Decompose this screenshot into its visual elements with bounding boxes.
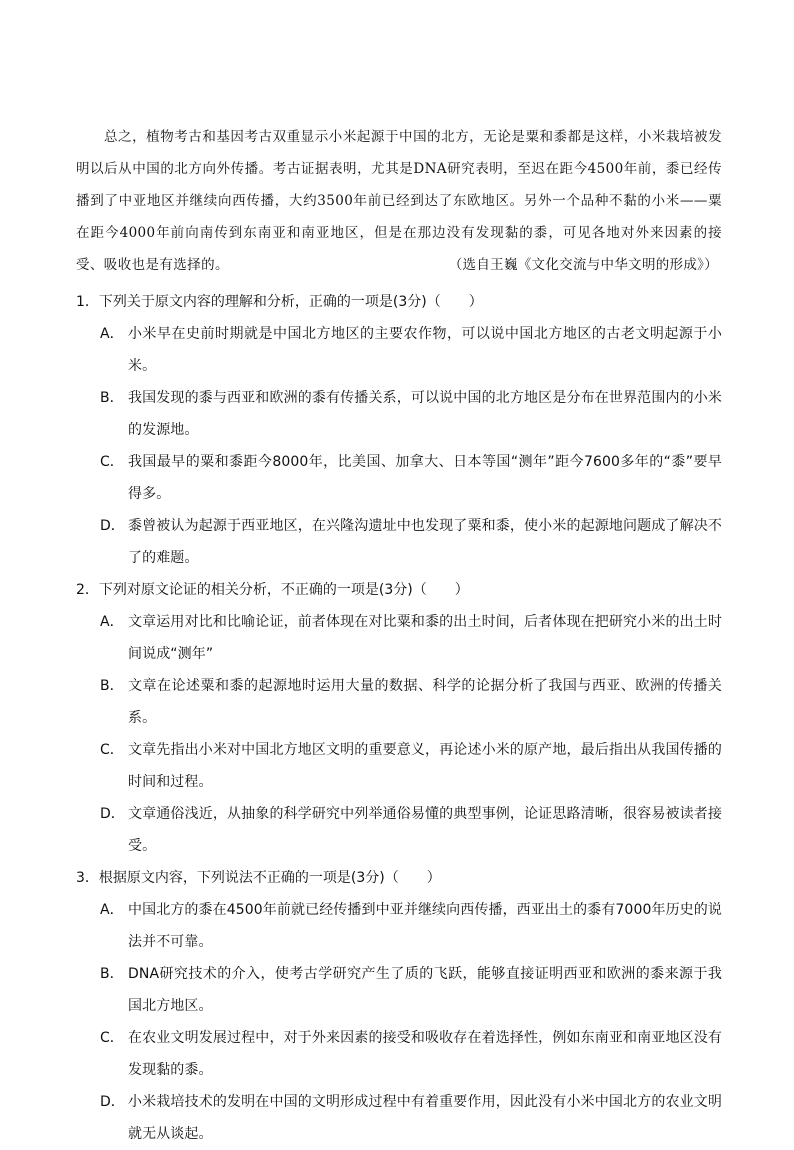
option-text: 黍曾被认为起源于西亚地区，在兴隆沟遗址中也发现了粟和黍，使小米的起源地问题成了解决不了的难题。: [128, 518, 722, 566]
option-c: [76, 1022, 722, 1086]
option-a: [76, 894, 722, 958]
option-text: DNA研究技术的介入，使考古学研究产生了质的飞跃，能够直接证明西亚和欧洲的黍来源于我国北方地区。: [128, 966, 722, 1014]
option-letter: D．: [100, 518, 125, 534]
question-stem: 3．根据原文内容，下列说法不正确的一项是(3分)（ ）: [76, 870, 441, 886]
option-text: 中国北方的黍在4500年前就已经传播到中亚并继续向西传播，西亚出土的黍有7000年历史的说法并不可靠。: [128, 902, 722, 950]
option-d: [76, 510, 722, 574]
option-letter: B．: [100, 390, 124, 406]
option-letter: D．: [100, 806, 125, 822]
option-text: 小米早在史前时期就是中国北方地区的主要农作物，可以说中国北方地区的古老文明起源于小米。: [128, 326, 722, 374]
option-b: [76, 958, 722, 1022]
option-letter: A．: [100, 902, 124, 918]
option-text: 文章通俗浅近，从抽象的科学研究中列举通俗易懂的典型事例，论证思路清晰，很容易被读者接受。: [128, 806, 722, 854]
option-b: [76, 382, 722, 446]
question-1: [76, 286, 722, 574]
option-letter: C．: [100, 454, 124, 470]
option-letter: A．: [100, 326, 124, 342]
option-text: 我国发现的黍与西亚和欧洲的黍有传播关系，可以说中国的北方地区是分布在世界范围内的小米的发源地。: [128, 390, 722, 438]
option-letter: C．: [100, 742, 124, 758]
option-letter: B．: [100, 966, 124, 982]
option-letter: D．: [100, 1094, 125, 1110]
option-letter: C．: [100, 1030, 124, 1046]
option-d: [76, 1086, 722, 1150]
question-stem: 2．下列对原文论证的相关分析，不正确的一项是(3分)（ ）: [76, 582, 469, 598]
passage-paragraph: 总之，植物考古和基因考古双重显示小米起源于中国的北方，无论是粟和黍都是这样，小米栽培被发明以后从中国的北方向外传播。考古证据表明，尤其是DNA研究表明，至迟在距今4500年前，黍已经传播到了中亚地区并继续向西传播，大约3500年前已经到达了东欧地区。另外一个品种不黏的小米——粟在距今4000年前向南传到东南亚和南亚地区，但是在那边没有发现黏的黍，可见各地对外来因素的接受、吸收也是有选择的。: [76, 129, 722, 273]
option-d: [76, 798, 722, 862]
option-letter: B．: [100, 678, 124, 694]
passage-source: （选自王巍《文化交流与中华文明的形成》）: [448, 257, 718, 273]
option-text: 在农业文明发展过程中，对于外来因素的接受和吸收存在着选择性，例如东南亚和南亚地区没有发现黏的黍。: [128, 1030, 722, 1078]
option-text: 文章在论述粟和黍的起源地时运用大量的数据、科学的论据分析了我国与西亚、欧洲的传播关系。: [128, 678, 722, 726]
option-a: [76, 318, 722, 382]
option-text: 文章运用对比和比喻论证，前者体现在对比粟和黍的出土时间，后者体现在把研究小米的出土时间说成“测年”: [128, 614, 722, 662]
option-a: [76, 606, 722, 670]
question-3: [76, 862, 722, 1150]
question-stem: 1．下列关于原文内容的理解和分析，正确的一项是(3分)（ ）: [76, 294, 483, 310]
option-letter: A．: [100, 614, 124, 630]
option-c: [76, 734, 722, 798]
question-list: [76, 286, 722, 1150]
option-text: 小米栽培技术的发明在中国的文明形成过程中有着重要作用，因此没有小米中国北方的农业文明就无从谈起。: [128, 1094, 722, 1142]
option-text: 我国最早的粟和黍距今8000年，比美国、加拿大、日本等国“测年”距今7600多年的“黍”要早得多。: [128, 454, 722, 502]
option-c: [76, 446, 722, 510]
option-b: [76, 670, 722, 734]
question-2: [76, 574, 722, 862]
option-text: 文章先指出小米对中国北方地区文明的重要意义，再论述小米的原产地，最后指出从我国传播的时间和过程。: [128, 742, 722, 790]
